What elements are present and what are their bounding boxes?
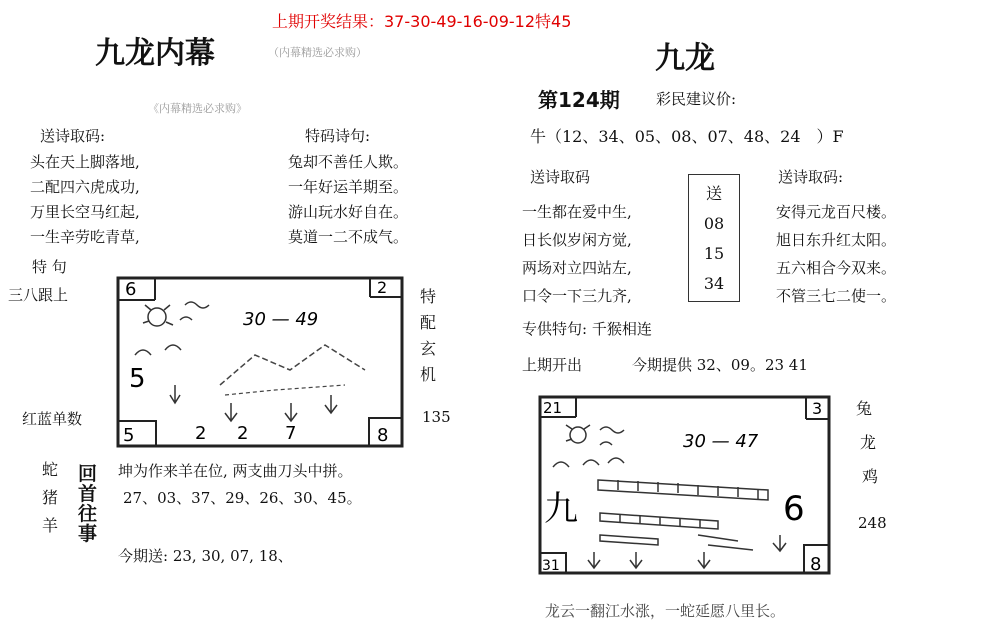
sketch-corner-tr: 3 <box>812 399 823 418</box>
red-blue-label: 红蓝单数 <box>22 410 83 428</box>
provide-numbers: 今期提供 32、09。23 41 <box>632 356 808 374</box>
sketch-digit: 2 <box>195 423 207 444</box>
review-char: 回 <box>78 463 98 485</box>
sketch-corner-br: 8 <box>377 425 389 446</box>
poem-line: 莫道一二不成气。 <box>288 228 409 246</box>
left-title: 九龙内幕 <box>95 36 215 71</box>
review-char: 往 <box>78 503 98 525</box>
sketch-corner-tr: 2 <box>377 278 388 297</box>
poem-line: 头在天上脚落地, <box>30 153 140 171</box>
right-poem <box>522 198 632 310</box>
vert-char: 配 <box>420 313 437 332</box>
poem-line: 旭日东升红太阳。 <box>776 231 897 249</box>
poem-line: 五六相合今双来。 <box>776 259 897 277</box>
advice-label: 彩民建议价: <box>656 90 737 108</box>
right-footer-verse: 龙云一翻江水涨，一蛇延愿八里长。 <box>545 602 786 620</box>
review-column <box>78 464 97 544</box>
left-today: 今期送: 23, 30, 07, 18、 <box>118 547 293 565</box>
left-special-poem <box>288 150 408 250</box>
last-out-label: 上期开出 <box>522 356 583 374</box>
issue-number: 第124期 <box>538 88 620 112</box>
sketch-digit: 6 <box>783 489 805 529</box>
follow-label: 三八跟上 <box>8 286 69 304</box>
animal-char: 兔 <box>856 399 873 418</box>
vert-char: 机 <box>420 365 437 384</box>
right-poem2 <box>776 198 896 310</box>
sketch-corner-tl: 6 <box>125 279 137 300</box>
box-item: 08 <box>703 214 725 233</box>
poem-line: 万里长空马红起, <box>30 203 140 221</box>
right-poem-heading: 送诗取码 <box>530 168 591 186</box>
left-subtitle-2: 《内幕精选必求购》 <box>148 102 247 115</box>
sketch-corner-bl: 5 <box>123 425 135 446</box>
left-sketch <box>115 275 405 450</box>
niu-line: 牛（12、34、05、08、07、48、24 ）F <box>530 127 844 146</box>
poem-line: 一年好运羊期至。 <box>288 178 409 196</box>
poem-line: 二配四六虎成功, <box>30 178 140 196</box>
sketch-corner-bl: 31 <box>542 558 560 574</box>
special-sentence-right: 专供特句: 千猴相连 <box>522 320 652 338</box>
sketch-corner-br: 8 <box>810 554 822 575</box>
special-sentence: 特 句 <box>32 258 67 276</box>
review-char: 事 <box>78 523 98 545</box>
left-special-heading: 特码诗句: <box>305 127 371 145</box>
left-poem <box>30 150 140 250</box>
animal-char: 蛇 <box>42 460 59 479</box>
right-title: 九龙 <box>655 41 715 76</box>
poem-line: 一生都在爱中生, <box>522 203 632 221</box>
animal-char: 鸡 <box>862 467 879 486</box>
poem-line: 安得元龙百尺楼。 <box>776 203 897 221</box>
poem-line: 两场对立四站左, <box>522 259 632 277</box>
animal-char: 羊 <box>42 516 59 535</box>
box-item: 34 <box>703 274 725 293</box>
sketch-range: 30 — 49 <box>243 309 319 330</box>
poem-line: 不管三七二使一。 <box>776 287 897 305</box>
left-subtitle: （内幕精选必求购） <box>268 46 367 59</box>
vert-char: 特 <box>420 287 437 306</box>
vert-char: 玄 <box>420 339 437 358</box>
left-verse: 坤为作来羊在位, 两支曲刀头中拼。 <box>118 462 353 480</box>
sketch-digit: 7 <box>285 423 297 444</box>
sketch-digit: 5 <box>129 364 146 394</box>
poem-line: 游山玩水好自在。 <box>288 203 409 221</box>
poem-line: 日长似岁闲方觉, <box>522 231 632 249</box>
right-poem2-heading: 送诗取码: <box>778 168 844 186</box>
right-sketch <box>538 395 833 577</box>
poem-line: 兔却不善任人欺。 <box>288 153 409 171</box>
number-248: 248 <box>858 514 887 532</box>
box-item: 送 <box>705 184 722 203</box>
animal-char: 龙 <box>860 433 877 452</box>
left-animals <box>42 456 58 540</box>
sketch-corner-tl: 21 <box>543 399 563 417</box>
right-animals <box>856 392 878 494</box>
send-box <box>688 174 740 302</box>
number-135: 135 <box>422 408 451 426</box>
sketch-range: 30 — 47 <box>683 431 759 452</box>
box-item: 15 <box>703 244 725 263</box>
sketch-glyph: 九 <box>544 489 578 529</box>
left-vert-label <box>420 284 436 388</box>
left-poem-heading: 送诗取码: <box>40 127 106 145</box>
left-numbers: 27、03、37、29、26、30、45。 <box>123 489 362 507</box>
sketch-digit: 2 <box>237 423 249 444</box>
poem-line: 一生辛劳吃青草, <box>30 228 140 246</box>
poem-line: 口令一下三九齐, <box>522 287 632 305</box>
animal-char: 猪 <box>42 488 59 507</box>
review-char: 首 <box>78 483 98 505</box>
last-result-banner: 上期开奖结果：37-30-49-16-09-12特45 <box>272 12 572 31</box>
